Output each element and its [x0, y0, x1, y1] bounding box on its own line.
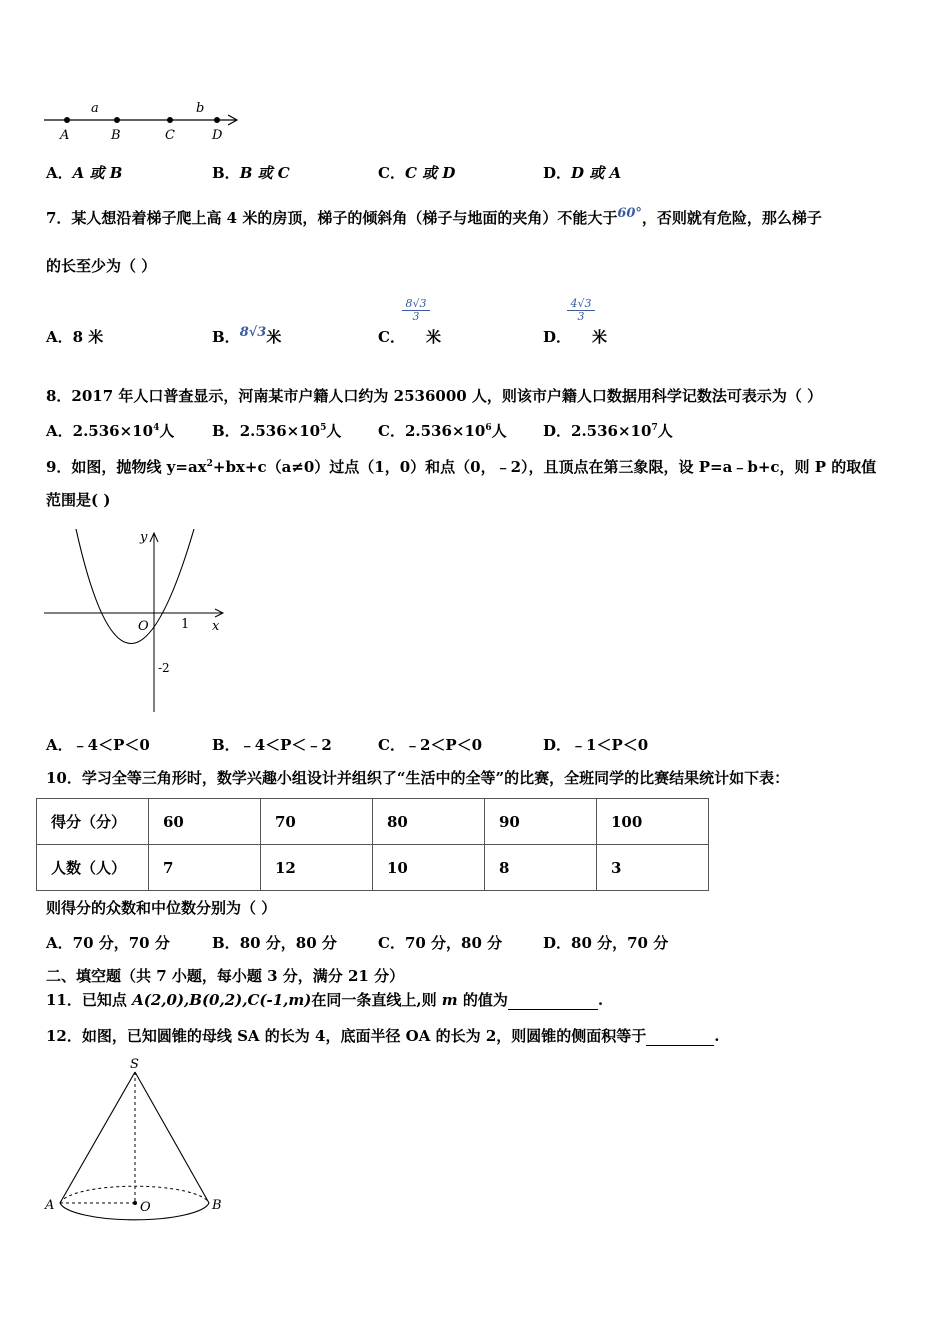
q7-option-d-unit: 米 [592, 328, 608, 346]
q7-option-c[interactable] [378, 326, 405, 347]
x-tick-1-label: 1 [181, 617, 190, 632]
point-c-dot [167, 117, 173, 123]
q7-stem-part2: ，否则就有危险，那么梯子 [641, 209, 822, 227]
angle-60-label: 60° [617, 206, 642, 221]
q7-stem-line2: 的长至少为（ ） [46, 257, 157, 275]
point-a-label: A [45, 1198, 55, 1213]
y-axis-label: y [140, 530, 148, 545]
fraction-denominator: 3 [412, 310, 420, 323]
table-cell: 12 [261, 845, 373, 891]
section-heading: 二、填空题（共 7 小题，每小题 3 分，满分 21 分） [46, 967, 405, 985]
q11-prefix: 11．已知点 [46, 991, 133, 1009]
table-cell: 80 [373, 799, 485, 845]
q7-stem-line1 [46, 208, 822, 230]
option-exponent: 5 [320, 423, 327, 433]
x-axis-label: x [212, 619, 220, 634]
q8-option-d[interactable] [543, 420, 673, 441]
q10-option-a[interactable] [46, 932, 170, 953]
apex-s-label: S [130, 1057, 139, 1072]
q9-stem-part1: 9．如图，抛物线 y=ax [46, 458, 207, 476]
q11-end: . [597, 991, 604, 1009]
option-key: B． [212, 422, 240, 440]
q7-option-c-fraction [402, 298, 430, 323]
q8-option-c[interactable] [378, 420, 507, 441]
option-text: B 或 C [239, 164, 290, 182]
option-exponent: 4 [153, 423, 160, 433]
table-row [37, 799, 709, 845]
q12-stem [46, 1026, 720, 1046]
center-o-dot [133, 1201, 137, 1205]
q9-stem-line1 [46, 454, 876, 477]
option-text: D 或 A [571, 164, 622, 182]
option-key: C． [378, 164, 405, 182]
option-text: 8 米 [72, 328, 104, 346]
q7-option-c-unit: 米 [426, 328, 442, 346]
point-a-dot [64, 117, 70, 123]
q10-stem: 10．学习全等三角形时，数学兴趣小组设计并组织了“生活中的全等”的比赛，全班同学的比赛结果统计如下表： [46, 769, 790, 787]
table-cell: 7 [149, 845, 261, 891]
q6-option-b[interactable] [212, 162, 290, 183]
q12-end: . [714, 1027, 720, 1045]
table-cell: 人数（人） [37, 845, 149, 891]
point-a-label: A [60, 128, 70, 143]
q7-option-d[interactable] [543, 326, 571, 347]
option-exponent: 7 [651, 423, 658, 433]
point-b-dot [114, 117, 120, 123]
option-key: B． [212, 164, 240, 182]
q8-option-b[interactable] [212, 420, 341, 441]
q12-answer-blank[interactable] [646, 1029, 714, 1046]
slant-sb [135, 1072, 209, 1203]
q7-option-a[interactable] [46, 326, 103, 347]
option-key: A． [46, 736, 73, 754]
q10-option-b[interactable] [212, 932, 337, 953]
q11-suffix: 的值为 [457, 991, 508, 1009]
option-key: D． [543, 422, 572, 440]
q10-question: 则得分的众数和中位数分别为（ ） [46, 899, 277, 917]
option-text: 80 分，80 分 [239, 934, 337, 952]
slant-sa [60, 1072, 135, 1203]
option-base: 2.536×10 [72, 422, 154, 440]
q9-stem-square: 2 [206, 459, 213, 469]
q11-points: A(2,0),B(0,2),C(-1,m) [132, 991, 312, 1009]
table-cell: 100 [597, 799, 709, 845]
table-row [37, 845, 709, 891]
q9-option-a[interactable] [46, 734, 150, 755]
option-key: C． [378, 422, 405, 440]
option-unit: 人 [491, 422, 507, 440]
parabola-curve [76, 529, 194, 644]
option-text: 80 分，70 分 [571, 934, 669, 952]
q11-answer-blank[interactable] [508, 993, 598, 1010]
option-key: B． [212, 328, 240, 346]
q7-stem-part1: 7．某人想沿着梯子爬上高 4 米的房顶，梯子的倾斜角（梯子与地面的夹角）不能大于 [46, 209, 618, 227]
option-key: C． [378, 934, 405, 952]
q10-option-d[interactable] [543, 932, 668, 953]
q8-option-a[interactable] [46, 420, 174, 441]
q6-option-c[interactable] [378, 162, 455, 183]
option-key: A． [46, 934, 73, 952]
option-math: 8√3 [239, 325, 267, 340]
y-tick-minus2-label: -2 [158, 661, 170, 675]
option-base: 2.536×10 [404, 422, 486, 440]
fraction-denominator: 3 [577, 310, 585, 323]
q11-var: m [441, 991, 458, 1009]
origin-label: O [138, 619, 149, 634]
table-cell: 60 [149, 799, 261, 845]
option-text: ﹣4＜P＜﹣2 [239, 736, 332, 754]
option-key: B． [212, 934, 240, 952]
option-base: 2.536×10 [239, 422, 321, 440]
table-cell: 3 [597, 845, 709, 891]
q9-option-c[interactable] [378, 734, 482, 755]
score-table [36, 798, 709, 891]
q7-option-b[interactable] [212, 326, 281, 347]
option-key: D． [543, 736, 572, 754]
option-text: 70 分，80 分 [404, 934, 503, 952]
option-base: 2.536×10 [571, 422, 652, 440]
option-key: A． [46, 164, 73, 182]
point-c-label: C [165, 128, 175, 143]
option-text: ﹣4＜P＜0 [72, 736, 150, 754]
point-b-label: B [212, 1198, 222, 1213]
point-d-label: D [212, 128, 223, 143]
base-front-arc [60, 1203, 209, 1220]
q9-stem-part2: +bx+c（a≠0）过点（1，0）和点（0，﹣2），且顶点在第三象限，设 P=a﹣b+c，则 P 的取值 [212, 458, 877, 476]
option-text: A 或 B [72, 164, 123, 182]
option-unit: 人 [326, 422, 342, 440]
option-key: A． [46, 422, 73, 440]
option-key: A． [46, 328, 73, 346]
table-cell: 得分（分） [37, 799, 149, 845]
q6-option-d[interactable] [543, 162, 621, 183]
option-unit: 米 [266, 328, 282, 346]
q11-middle: 在同一条直线上,则 [311, 991, 442, 1009]
q8-stem: 8．2017 年人口普查显示，河南某市户籍人口约为 2536000 人，则该市户籍人口数据用科学记数法可表示为（ ） [46, 387, 823, 405]
table-cell: 10 [373, 845, 485, 891]
table-cell: 70 [261, 799, 373, 845]
q11-stem [46, 990, 603, 1010]
q7-option-d-fraction [567, 298, 595, 323]
q9-option-d[interactable] [543, 734, 648, 755]
mark-a-label: a [91, 101, 99, 116]
q12-text: 12．如图，已知圆锥的母线 SA 的长为 4，底面半径 OA 的长为 2，则圆锥的侧面积等于 [46, 1027, 647, 1045]
fraction-numerator: 8√3 [402, 298, 430, 311]
q9-stem-line2: 范围是( ) [46, 491, 111, 509]
option-key: D． [543, 328, 572, 346]
point-b-label: B [111, 128, 121, 143]
center-o-label: O [140, 1200, 151, 1215]
option-key: C． [378, 736, 405, 754]
option-text: ﹣1＜P＜0 [571, 736, 649, 754]
fraction-numerator: 4√3 [567, 298, 595, 311]
cone-figure [40, 1052, 240, 1232]
option-text: 70 分，70 分 [72, 934, 170, 952]
option-key: D． [543, 934, 572, 952]
option-key: D． [543, 164, 572, 182]
option-unit: 人 [657, 422, 673, 440]
point-d-dot [214, 117, 220, 123]
number-line-figure [40, 98, 250, 148]
option-unit: 人 [159, 422, 175, 440]
q9-option-b[interactable] [212, 734, 332, 755]
option-key: B． [212, 736, 240, 754]
parabola-graph [40, 524, 240, 719]
table-cell: 90 [485, 799, 597, 845]
q6-option-a[interactable] [46, 162, 122, 183]
option-text: C 或 D [404, 164, 456, 182]
option-exponent: 6 [485, 423, 492, 433]
option-key: C． [378, 328, 405, 346]
mark-b-label: b [196, 101, 205, 116]
q10-option-c[interactable] [378, 932, 502, 953]
table-cell: 8 [485, 845, 597, 891]
option-text: ﹣2＜P＜0 [404, 736, 483, 754]
